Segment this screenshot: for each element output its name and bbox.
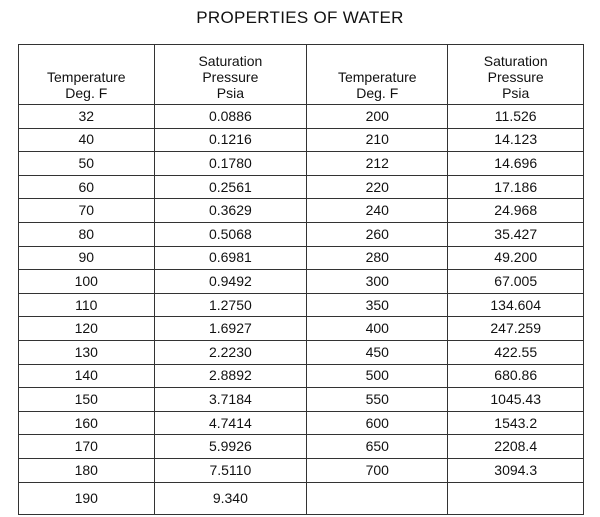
table-cell: 650 [307,435,448,459]
page-title: PROPERTIES OF WATER [196,8,404,27]
header-text: Saturation [198,53,263,69]
header-text: Temperature [47,69,126,85]
table-cell: 1045.43 [448,388,584,412]
table-row [19,388,584,412]
table-cell: 200 [307,105,448,129]
table-cell: 212 [307,152,448,176]
table-cell: 550 [307,388,448,412]
header-text: Deg. F [356,85,399,101]
table-cell: 700 [307,458,448,482]
table-row [19,222,584,246]
table-cell: 32 [19,105,155,129]
table-row [19,152,584,176]
table-cell: 80 [19,222,155,246]
header-text: Pressure [202,69,259,85]
table-cell: 90 [19,246,155,270]
table-cell: 1.2750 [154,293,307,317]
header-text: Pressure [487,69,544,85]
table-cell: 120 [19,317,155,341]
table-row [19,340,584,364]
table-cell: 3094.3 [448,458,584,482]
table-cell: 70 [19,199,155,223]
table-row [19,270,584,294]
table-cell: 134.604 [448,293,584,317]
table-cell: 110 [19,293,155,317]
header-text: Psia [216,85,244,101]
header-pressure-right [448,45,584,105]
table-cell: 100 [19,270,155,294]
table-cell: 14.696 [448,152,584,176]
table-cell: 35.427 [448,222,584,246]
table-cell: 0.0886 [154,105,307,129]
header-pressure-left [154,45,307,105]
table-cell: 0.9492 [154,270,307,294]
table-cell: 60 [19,175,155,199]
table-cell: 67.005 [448,270,584,294]
table-cell [448,482,584,514]
table-cell: 0.3629 [154,199,307,223]
table-cell: 400 [307,317,448,341]
table-cell: 2.8892 [154,364,307,388]
table-cell: 350 [307,293,448,317]
header-row [19,45,584,105]
header-temperature-right [307,45,448,105]
table-cell: 49.200 [448,246,584,270]
header-text: Temperature [337,69,417,85]
table-row [19,199,584,223]
table-cell: 1543.2 [448,411,584,435]
table-row [19,293,584,317]
table-cell: 140 [19,364,155,388]
table-cell: 180 [19,458,155,482]
table-cell: 500 [307,364,448,388]
table-cell: 300 [307,270,448,294]
header-text: Deg. F [65,85,108,101]
table-cell: 2.2230 [154,340,307,364]
table-cell: 17.186 [448,175,584,199]
table-row [19,411,584,435]
water-properties-table [18,44,584,515]
table-cell: 422.55 [448,340,584,364]
table-row [19,128,584,152]
table-cell: 247.259 [448,317,584,341]
table-row [19,435,584,459]
table-cell: 160 [19,411,155,435]
table-cell: 600 [307,411,448,435]
header-temperature-left [19,45,155,105]
table-cell: 450 [307,340,448,364]
table-cell: 11.526 [448,105,584,129]
table-cell: 210 [307,128,448,152]
table-cell: 4.7414 [154,411,307,435]
table-row [19,482,584,514]
table-cell: 40 [19,128,155,152]
table-row [19,175,584,199]
table-cell: 280 [307,246,448,270]
table-cell: 0.1216 [154,128,307,152]
table-cell: 220 [307,175,448,199]
table-cell: 2208.4 [448,435,584,459]
header-text: Saturation [483,53,548,69]
table-cell: 50 [19,152,155,176]
table-cell: 240 [307,199,448,223]
table-cell: 1.6927 [154,317,307,341]
table-row [19,458,584,482]
table-row [19,364,584,388]
table-cell: 680.86 [448,364,584,388]
table-cell: 150 [19,388,155,412]
table-cell: 3.7184 [154,388,307,412]
header-text: Psia [502,85,530,101]
table-row [19,317,584,341]
table-cell: 0.1780 [154,152,307,176]
table-cell: 0.2561 [154,175,307,199]
table-cell: 170 [19,435,155,459]
table-cell [307,482,448,514]
table-cell: 5.9926 [154,435,307,459]
table-cell: 24.968 [448,199,584,223]
table-cell: 130 [19,340,155,364]
table-row [19,105,584,129]
table-row [19,246,584,270]
table-cell: 260 [307,222,448,246]
table-cell: 0.5068 [154,222,307,246]
table-cell: 7.5110 [154,458,307,482]
table-cell: 0.6981 [154,246,307,270]
table-cell: 9.340 [154,482,307,514]
table-cell: 190 [19,482,155,514]
table-cell: 14.123 [448,128,584,152]
